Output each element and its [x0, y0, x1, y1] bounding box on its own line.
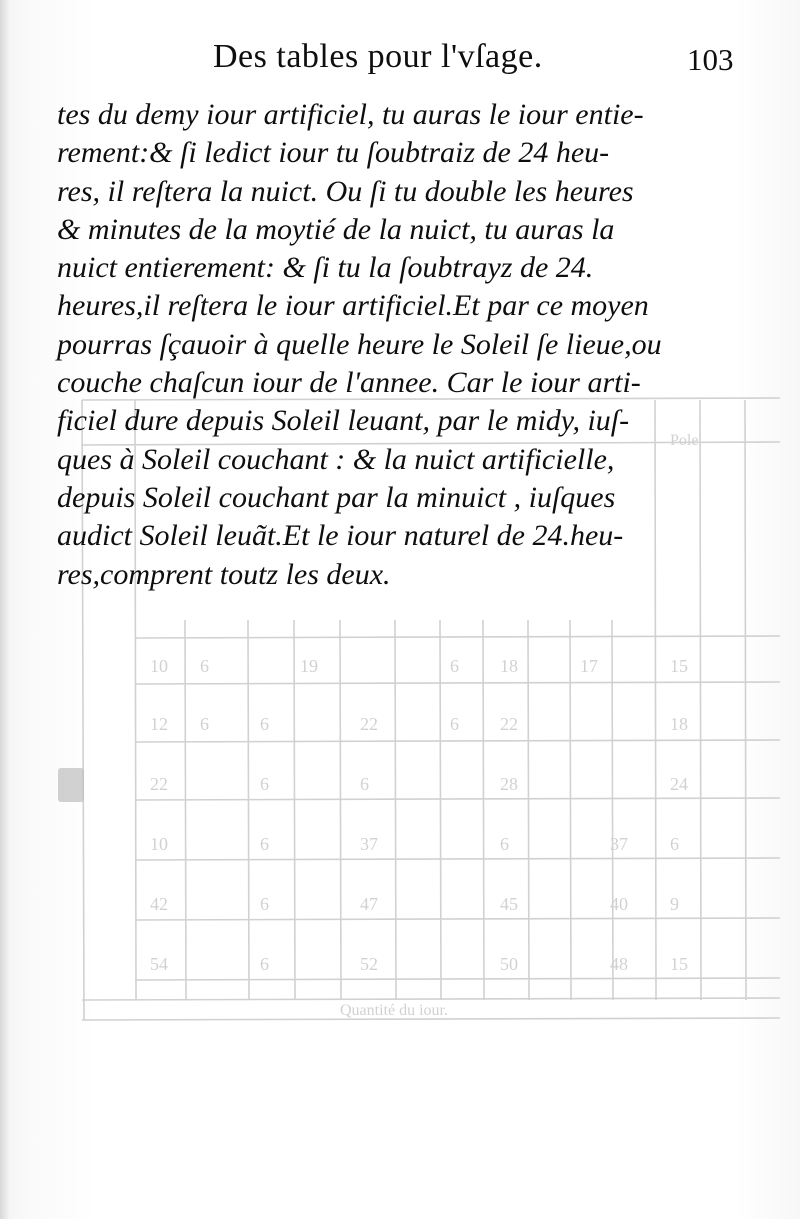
svg-text:54: 54 [150, 954, 168, 974]
svg-text:10: 10 [150, 834, 168, 854]
svg-text:6: 6 [260, 714, 269, 734]
svg-text:19: 19 [300, 656, 318, 676]
svg-text:52: 52 [360, 954, 378, 974]
text-line: heures,il reſtera le iour artificiel.Et par ce moyen [57, 289, 649, 323]
text-line: res,comprent toutz les deux. [57, 557, 391, 591]
text-line: & minutes de la moytié de la nuict, tu auras la [57, 212, 615, 246]
text-line: rement:& ſi ledict iour tu ſoubtraiz de 24 heu- [57, 136, 610, 170]
svg-text:Pole: Pole [670, 432, 699, 449]
svg-text:10: 10 [150, 656, 168, 676]
svg-text:18: 18 [670, 714, 688, 734]
svg-text:6: 6 [450, 656, 459, 676]
svg-text:47: 47 [360, 894, 378, 914]
text-line: tes du demy iour artificiel, tu auras le iour entie- [57, 98, 644, 131]
svg-text:22: 22 [360, 714, 378, 734]
svg-text:6: 6 [260, 774, 269, 794]
svg-text:6: 6 [200, 714, 209, 734]
svg-text:15: 15 [670, 656, 688, 676]
svg-text:50: 50 [500, 954, 518, 974]
text-line: ficiel dure depuis Soleil leuant, par le midy, iuſ- [57, 404, 630, 438]
svg-text:22: 22 [500, 714, 518, 734]
text-line: pourras ſçauoir à quelle heure le Soleil ſe lieue,ou [57, 327, 662, 361]
svg-text:40: 40 [610, 894, 628, 914]
svg-text:6: 6 [260, 954, 269, 974]
svg-text:37: 37 [360, 834, 378, 854]
page-number: 103 [687, 42, 734, 77]
svg-text:22: 22 [150, 774, 168, 794]
text-line: res, il reſtera la nuict. Ou ſi tu double les heures [57, 174, 634, 208]
svg-text:28: 28 [500, 774, 518, 794]
svg-text:45: 45 [500, 894, 518, 914]
body-paragraph [57, 96, 679, 594]
svg-text:6: 6 [670, 834, 679, 854]
svg-text:6: 6 [360, 774, 369, 794]
svg-text:37: 37 [610, 834, 628, 854]
svg-text:17: 17 [580, 656, 598, 676]
svg-text:15: 15 [670, 954, 688, 974]
svg-text:6: 6 [200, 656, 209, 676]
svg-text:6: 6 [260, 894, 269, 914]
text-line: couche chaſcun iour de l'annee. Car le iour arti- [57, 366, 641, 400]
svg-text:24: 24 [670, 774, 688, 794]
text-line: ques à Soleil couchant : & la nuict artificielle, [57, 442, 615, 476]
svg-text:6: 6 [260, 834, 269, 854]
svg-text:42: 42 [150, 894, 168, 914]
text-line: depuis Soleil couchant par la minuict , iuſques [57, 480, 616, 514]
svg-text:12: 12 [150, 714, 168, 734]
svg-text:Quantité du iour.: Quantité du iour. [340, 1002, 448, 1019]
svg-text:18: 18 [500, 656, 518, 676]
text-line: audict Soleil leuãt.Et le iour naturel de 24.heu- [57, 519, 624, 553]
svg-text:48: 48 [610, 954, 628, 974]
svg-text:9: 9 [670, 894, 679, 914]
running-title: Des tables pour l'vſage. [213, 38, 543, 75]
svg-text:6: 6 [500, 834, 509, 854]
running-header [0, 38, 800, 98]
text-line: nuict entierement: & ſi tu la ſoubtrayz de 24. [57, 251, 594, 285]
svg-text:6: 6 [450, 714, 459, 734]
